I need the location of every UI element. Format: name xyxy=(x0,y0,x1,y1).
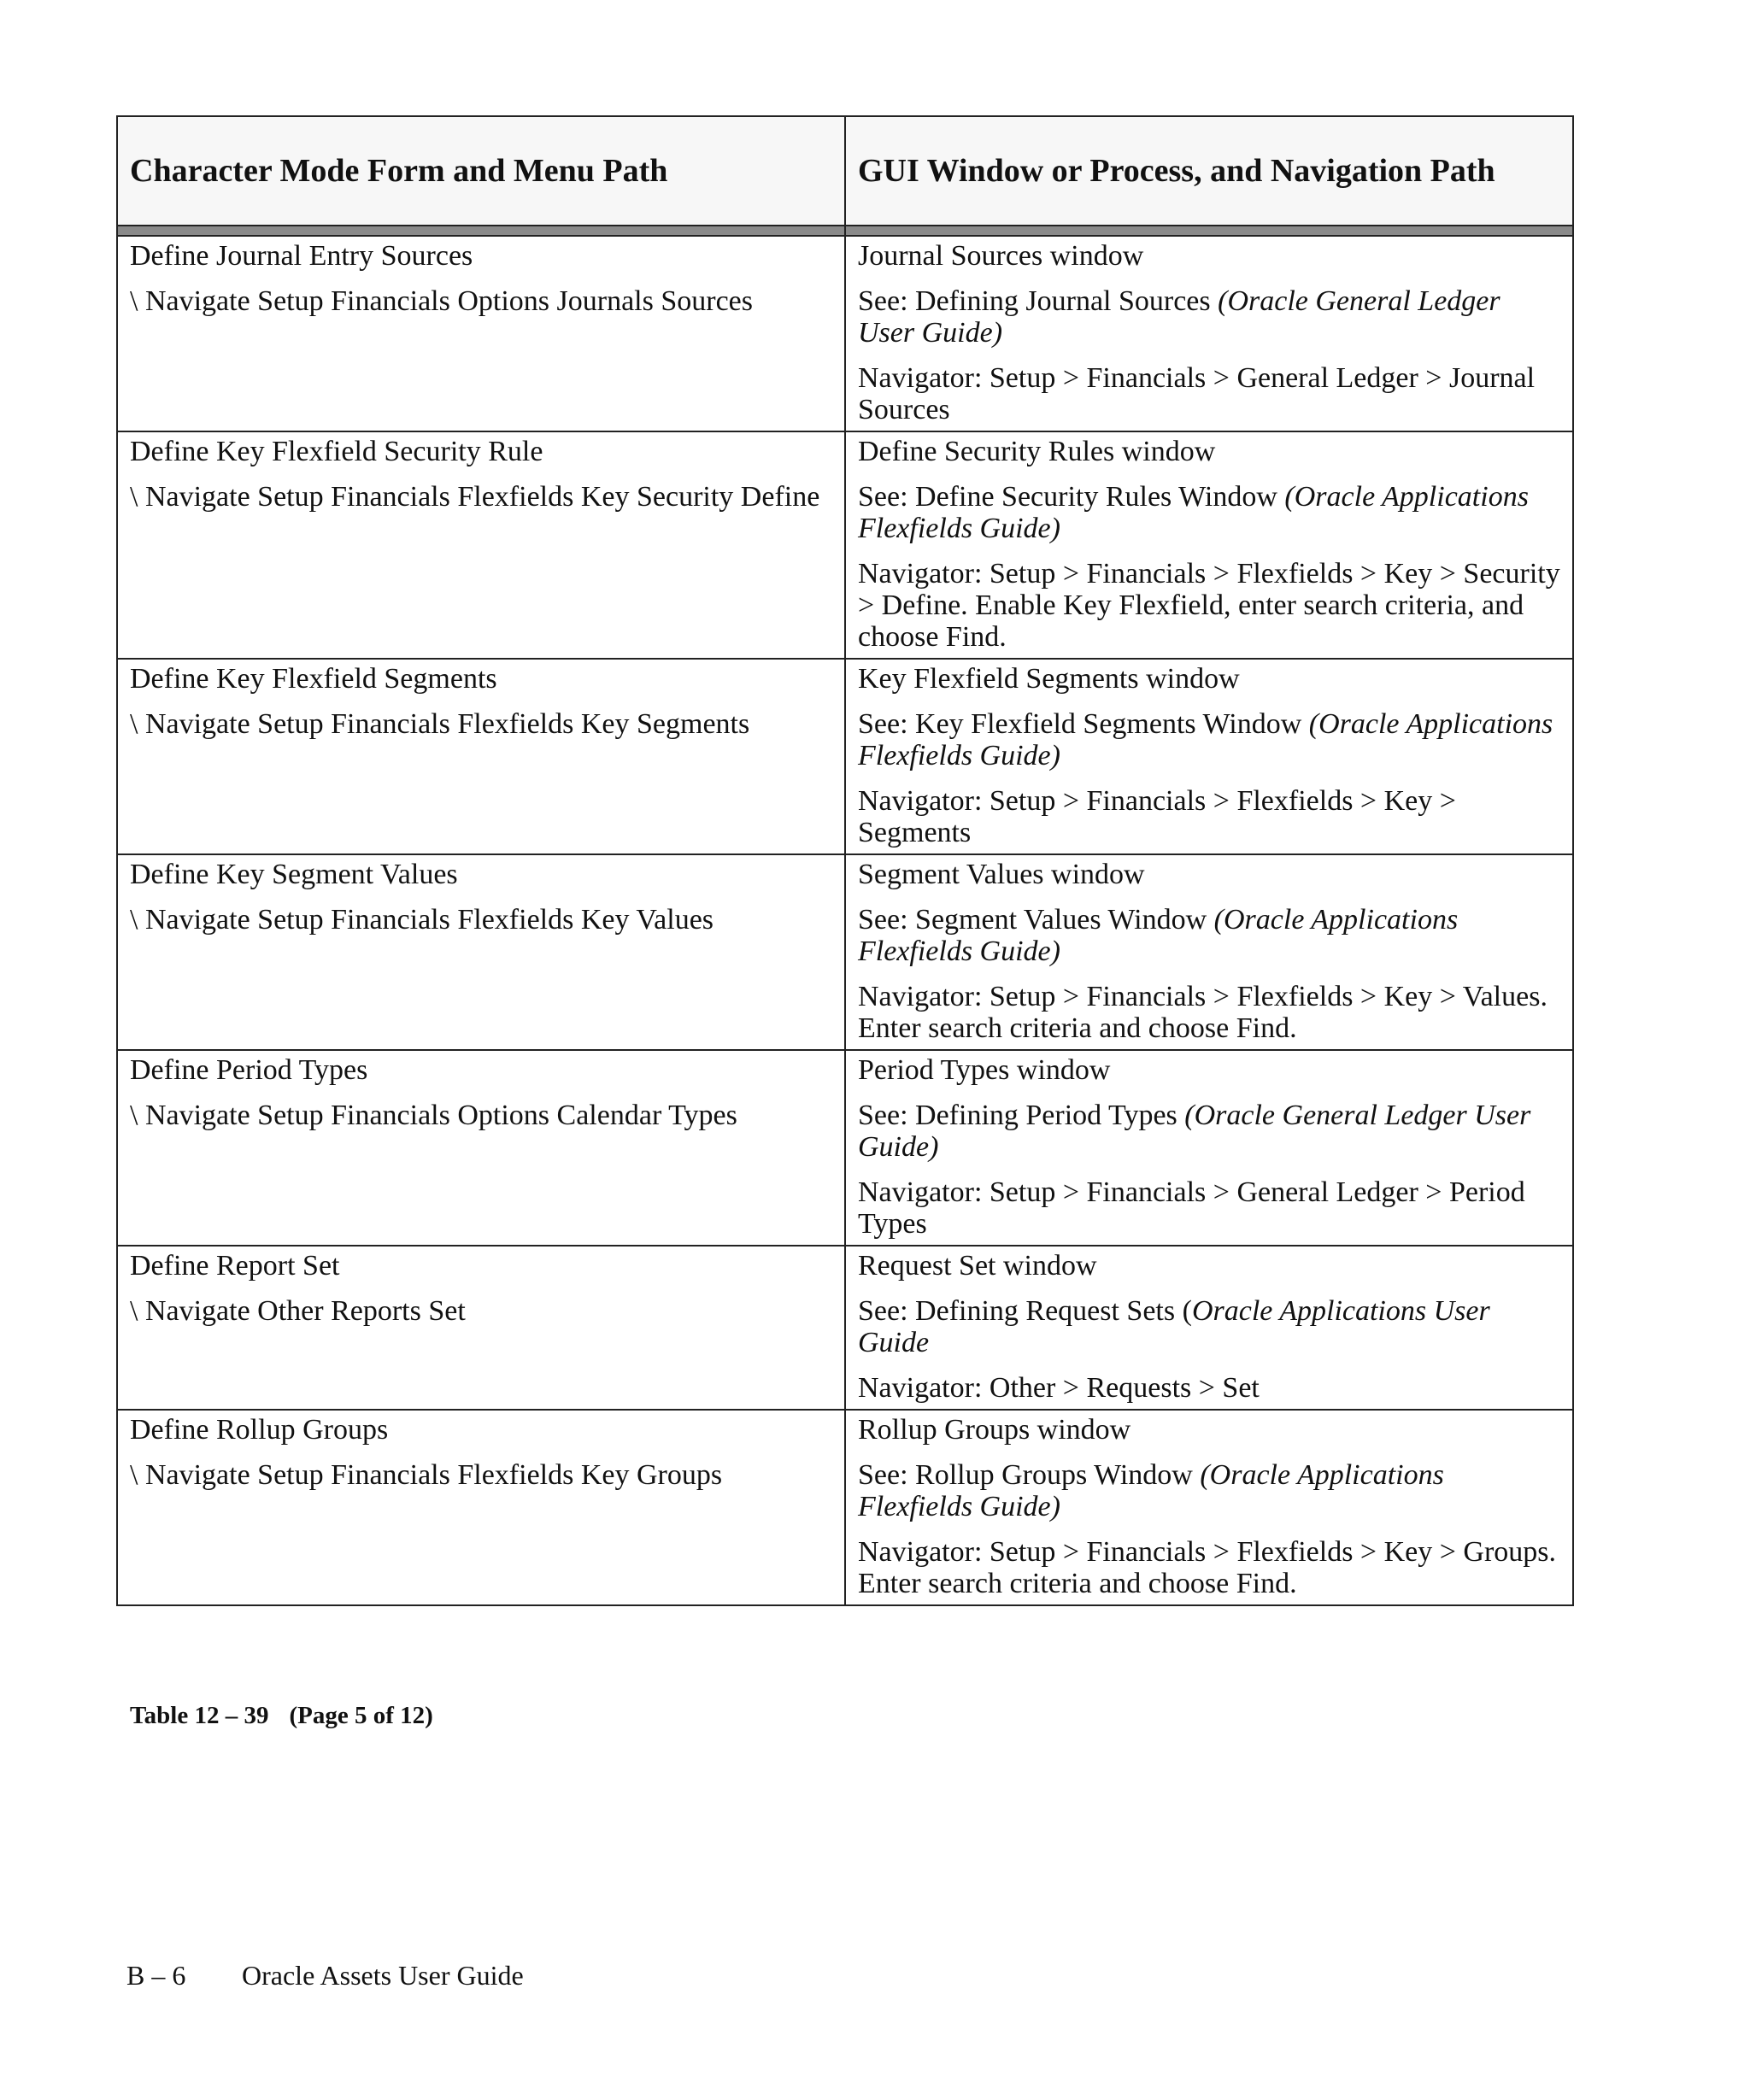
see-guide-title: (Oracle Applications Flexfields Guide) xyxy=(858,708,1553,771)
form-name: Define Period Types xyxy=(130,1054,368,1086)
table-row xyxy=(117,431,1573,659)
table-row xyxy=(117,1050,1573,1246)
table-caption xyxy=(130,1702,433,1730)
see-text: See: Key Flexfield Segments Window xyxy=(858,708,1309,740)
see-reference xyxy=(858,904,1560,967)
menu-path: \ Navigate Setup Financials Flexfields Key Groups xyxy=(130,1459,723,1491)
window-name: Define Security Rules window xyxy=(858,436,1216,467)
window-name: Rollup Groups window xyxy=(858,1414,1131,1446)
see-text: See: Defining Period Types xyxy=(858,1100,1185,1131)
see-text: See: Define Security Rules Window xyxy=(858,481,1285,513)
see-reference xyxy=(858,708,1560,771)
navigator-path: Navigator: Setup > Financials > Flexfields > Key > Segments xyxy=(858,785,1456,848)
table-row xyxy=(117,854,1573,1050)
character-mode-cell xyxy=(117,1050,845,1246)
character-mode-cell xyxy=(117,236,845,431)
see-reference xyxy=(858,1100,1560,1163)
table-row xyxy=(117,1410,1573,1605)
footer-book-title: Oracle Assets User Guide xyxy=(242,1960,524,1991)
header-separator xyxy=(117,226,1573,236)
see-text: See: Segment Values Window xyxy=(858,904,1214,936)
form-name: Define Key Flexfield Security Rule xyxy=(130,436,543,467)
navigator-path: Navigator: Setup > Financials > Flexfields > Key > Values. Enter search criteria and choose Find. xyxy=(858,981,1547,1044)
menu-path: \ Navigate Setup Financials Flexfields Key Segments xyxy=(130,708,750,740)
column-header-gui-window: GUI Window or Process, and Navigation Path xyxy=(845,116,1573,226)
gui-window-cell xyxy=(845,431,1573,659)
table-row xyxy=(117,1246,1573,1410)
footer-page-number: B – 6 xyxy=(126,1960,186,1991)
see-guide-title: (Oracle General Ledger User Guide) xyxy=(858,285,1500,349)
see-guide-title: (Oracle Applications Flexfields Guide) xyxy=(858,1459,1444,1522)
see-guide-title: (Oracle General Ledger User Guide) xyxy=(858,1100,1531,1163)
menu-path: \ Navigate Other Reports Set xyxy=(130,1295,466,1327)
see-guide-title: (Oracle Applications Flexfields Guide) xyxy=(858,904,1459,967)
navigator-path: Navigator: Setup > Financials > Flexfields > Key > Security > Define. Enable Key Flexfield, enter search criteria, and choose Find. xyxy=(858,558,1560,653)
gui-window-cell xyxy=(845,1050,1573,1246)
menu-path: \ Navigate Setup Financials Flexfields Key Values xyxy=(130,904,714,936)
character-mode-cell xyxy=(117,659,845,854)
table-row xyxy=(117,236,1573,431)
window-name: Journal Sources window xyxy=(858,240,1144,272)
form-name: Define Key Flexfield Segments xyxy=(130,663,497,695)
gui-window-cell xyxy=(845,1410,1573,1605)
see-text: See: Defining Journal Sources xyxy=(858,285,1219,317)
navigator-path: Navigator: Setup > Financials > Flexfields > Key > Groups. Enter search criteria and choose Find. xyxy=(858,1536,1557,1599)
gui-window-cell xyxy=(845,236,1573,431)
gui-window-cell xyxy=(845,854,1573,1050)
see-text: See: Rollup Groups Window xyxy=(858,1459,1201,1491)
navigation-path-table xyxy=(116,115,1574,1606)
menu-path: \ Navigate Setup Financials Options Journals Sources xyxy=(130,285,754,317)
menu-path: \ Navigate Setup Financials Flexfields Key Security Define xyxy=(130,481,820,513)
column-header-character-mode: Character Mode Form and Menu Path xyxy=(117,116,845,226)
table-row xyxy=(117,659,1573,854)
see-reference xyxy=(858,285,1560,349)
gui-window-cell xyxy=(845,659,1573,854)
table-header-row xyxy=(117,116,1573,226)
window-name: Segment Values window xyxy=(858,859,1145,890)
see-reference xyxy=(858,1295,1560,1358)
see-reference xyxy=(858,1459,1560,1522)
form-name: Define Key Segment Values xyxy=(130,859,458,890)
see-guide-title: Oracle Applications User Guide xyxy=(858,1295,1490,1358)
character-mode-cell xyxy=(117,854,845,1050)
form-name: Define Report Set xyxy=(130,1250,340,1282)
page-footer xyxy=(126,1960,524,1991)
table-caption-label: Table 12 – 39 xyxy=(130,1702,269,1729)
see-reference xyxy=(858,481,1560,544)
gui-window-cell xyxy=(845,1246,1573,1410)
window-name: Key Flexfield Segments window xyxy=(858,663,1240,695)
navigator-path: Navigator: Setup > Financials > General Ledger > Period Types xyxy=(858,1176,1525,1240)
window-name: Period Types window xyxy=(858,1054,1111,1086)
character-mode-cell xyxy=(117,1410,845,1605)
table-caption-page: (Page 5 of 12) xyxy=(289,1702,433,1729)
navigator-path: Navigator: Other > Requests > Set xyxy=(858,1372,1260,1404)
form-name: Define Journal Entry Sources xyxy=(130,240,473,272)
navigator-path: Navigator: Setup > Financials > General Ledger > Journal Sources xyxy=(858,362,1536,425)
see-guide-title: (Oracle Applications Flexfields Guide) xyxy=(858,481,1529,544)
window-name: Request Set window xyxy=(858,1250,1097,1282)
form-name: Define Rollup Groups xyxy=(130,1414,389,1446)
menu-path: \ Navigate Setup Financials Options Calendar Types xyxy=(130,1100,737,1131)
character-mode-cell xyxy=(117,431,845,659)
see-text: See: Defining Request Sets ( xyxy=(858,1295,1192,1327)
character-mode-cell xyxy=(117,1246,845,1410)
